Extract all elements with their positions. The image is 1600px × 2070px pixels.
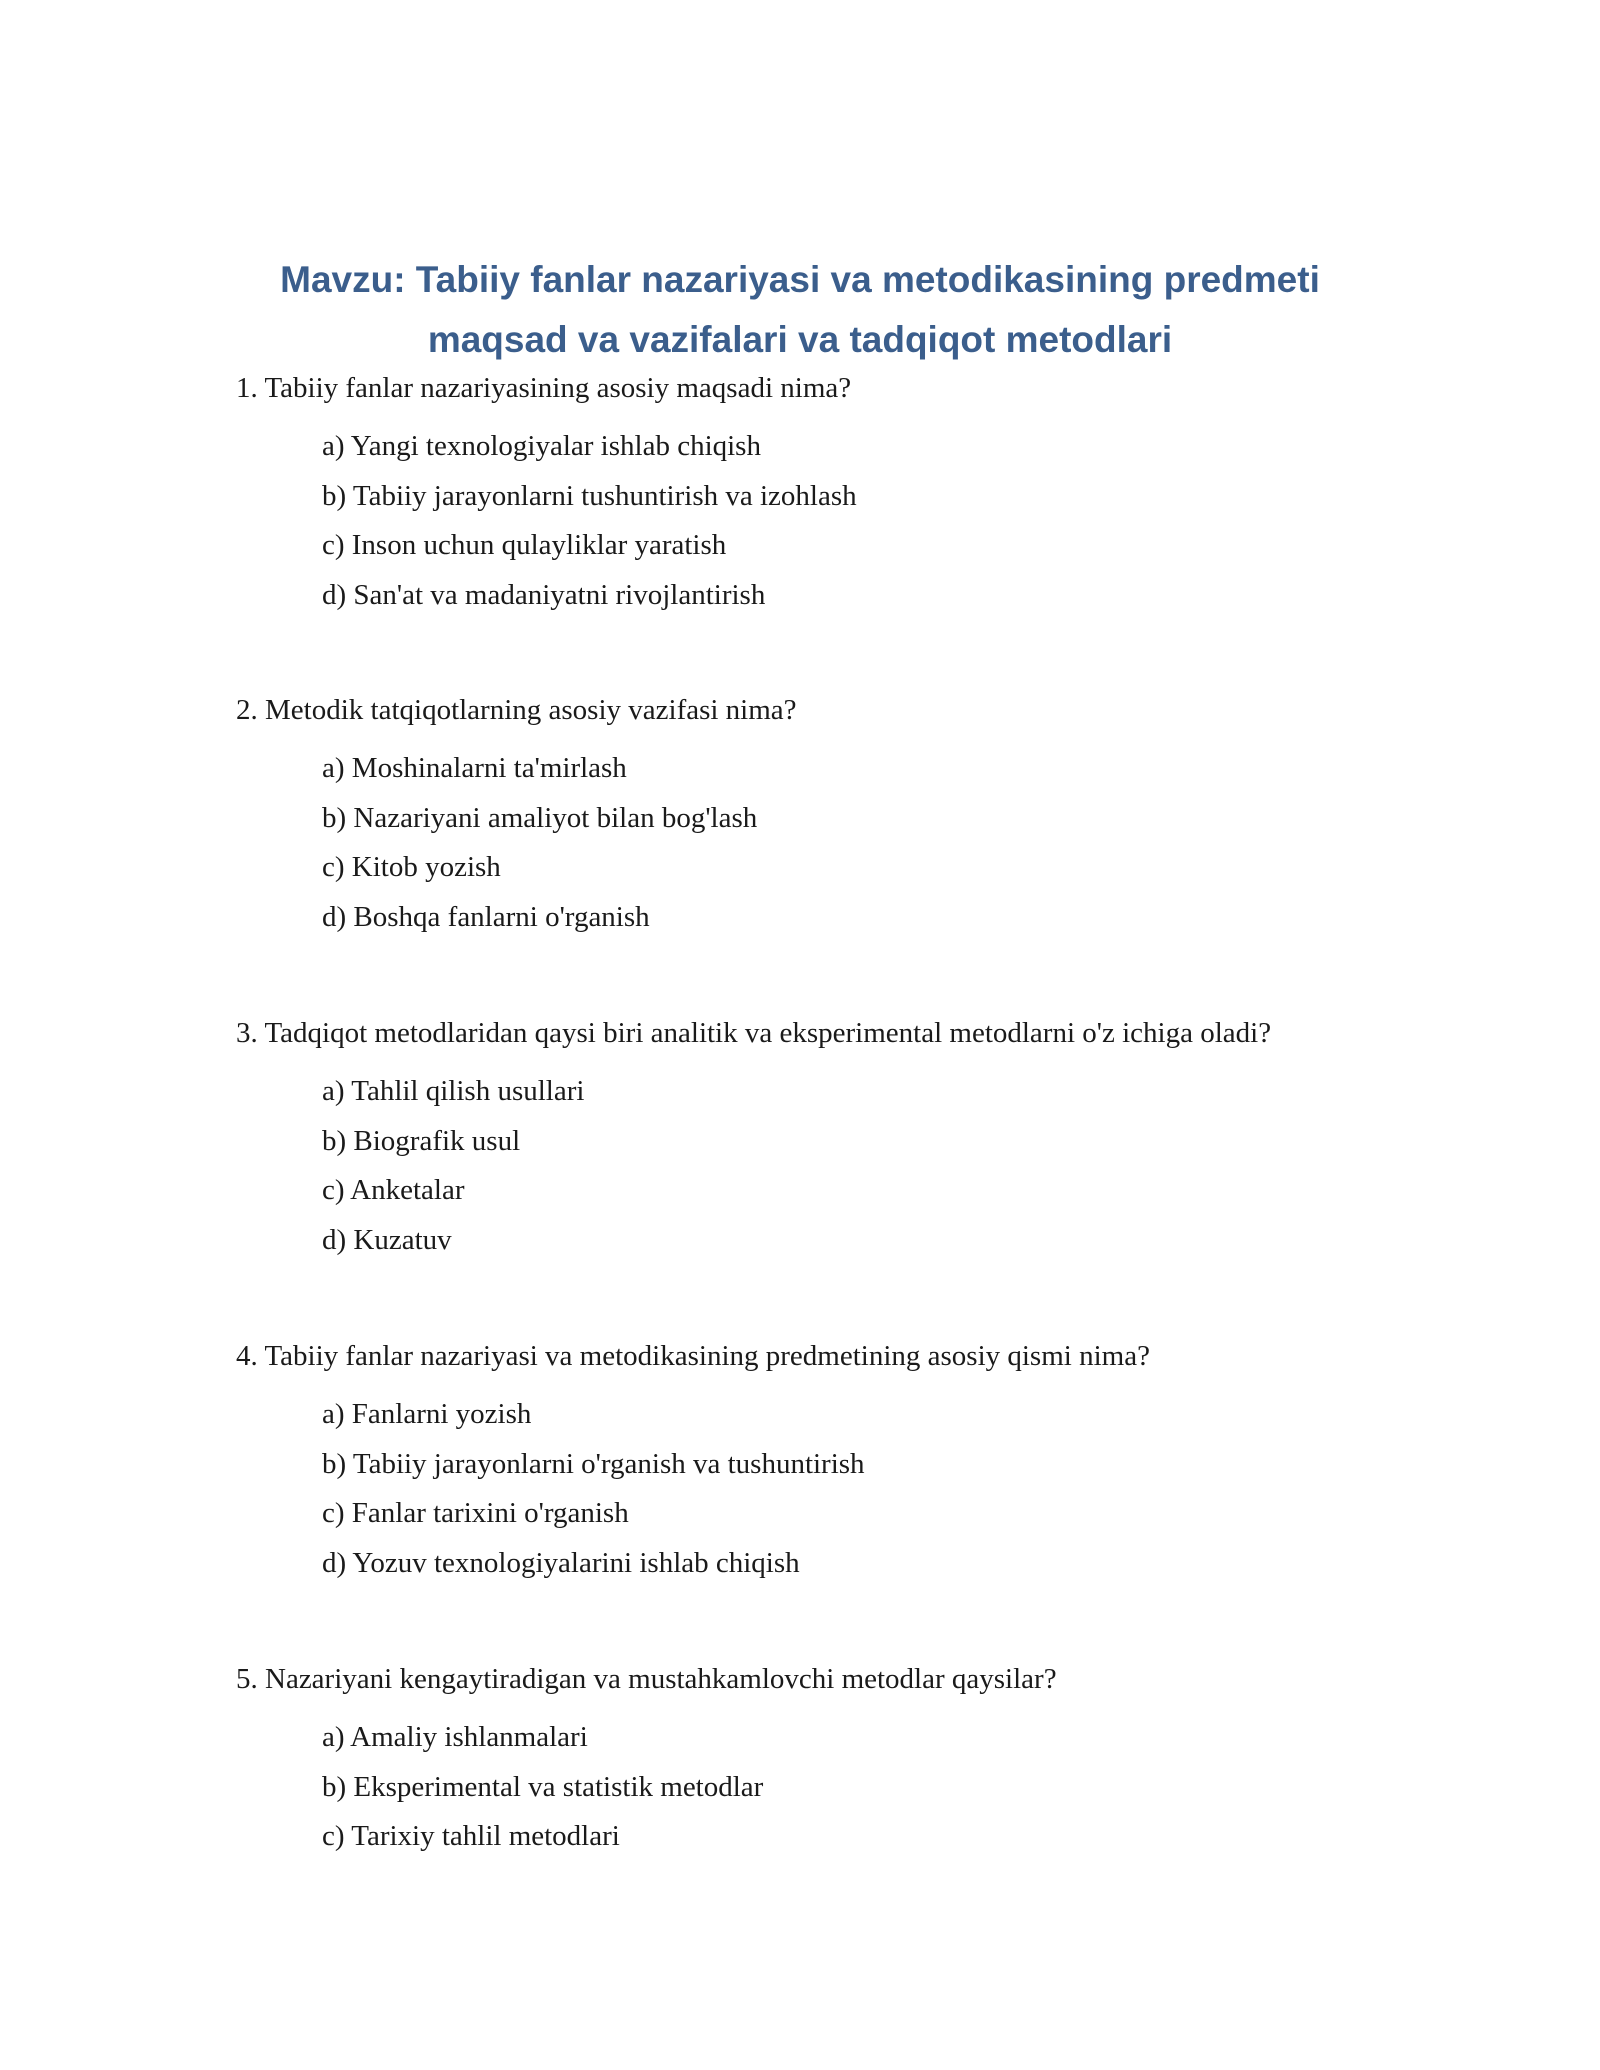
option-d: d) Kuzatuv bbox=[322, 1223, 452, 1256]
option-b: b) Eksperimental va statistik metodlar bbox=[322, 1770, 764, 1803]
option-c: c) Inson uchun qulayliklar yaratish bbox=[322, 529, 727, 561]
question-text: 2. Metodik tatqiqotlarning asosiy vazifasi nima? bbox=[236, 694, 797, 726]
option-b: b) Nazariyani amaliyot bilan bog'lash bbox=[322, 801, 758, 834]
question-1 bbox=[236, 370, 1536, 620]
option-a: a) Moshinalarni ta'mirlash bbox=[322, 752, 627, 784]
option-c: c) Fanlar tarixini o'rganish bbox=[322, 1497, 629, 1529]
question-3 bbox=[236, 1015, 1536, 1265]
question-text: 1. Tabiiy fanlar nazariyasining asosiy maqsadi nima? bbox=[236, 372, 852, 404]
question-2 bbox=[236, 692, 1536, 942]
option-d: d) San'at va madaniyatni rivojlantirish bbox=[322, 578, 766, 611]
question-text: 3. Tadqiqot metodlaridan qaysi biri analitik va eksperimental metodlarni o'z ichiga oladi? bbox=[236, 1017, 1272, 1049]
title-line-1: Mavzu: Tabiiy fanlar nazariyasi va metodikasining predmeti bbox=[280, 259, 1320, 300]
option-a: a) Amaliy ishlanmalari bbox=[322, 1721, 588, 1753]
question-text: 4. Tabiiy fanlar nazariyasi va metodikasining predmetining asosiy qismi nima? bbox=[236, 1340, 1150, 1372]
title-line-2: maqsad va vazifalari va tadqiqot metodlari bbox=[427, 319, 1173, 360]
option-b: b) Tabiiy jarayonlarni tushuntirish va izohlash bbox=[322, 479, 857, 512]
options-list bbox=[236, 1713, 1536, 1862]
option-c: c) Anketalar bbox=[322, 1174, 465, 1206]
option-a: a) Yangi texnologiyalar ishlab chiqish bbox=[322, 430, 761, 462]
option-c: c) Tarixiy tahlil metodlari bbox=[322, 1820, 620, 1852]
option-b: b) Tabiiy jarayonlarni o'rganish va tushuntirish bbox=[322, 1447, 865, 1480]
option-c: c) Kitob yozish bbox=[322, 851, 501, 883]
option-a: a) Tahlil qilish usullari bbox=[322, 1075, 585, 1107]
options-list bbox=[236, 1067, 1536, 1265]
options-list bbox=[236, 1390, 1536, 1588]
options-list bbox=[236, 744, 1536, 942]
option-d: d) Boshqa fanlarni o'rganish bbox=[322, 900, 650, 933]
option-b: b) Biografik usul bbox=[322, 1124, 521, 1157]
document-title bbox=[0, 250, 1600, 370]
options-list bbox=[236, 422, 1536, 620]
option-a: a) Fanlarni yozish bbox=[322, 1398, 532, 1430]
question-5 bbox=[236, 1661, 1536, 1862]
option-d: d) Yozuv texnologiyalarini ishlab chiqish bbox=[322, 1546, 800, 1579]
question-text: 5. Nazariyani kengaytiradigan va mustahkamlovchi metodlar qaysilar? bbox=[236, 1663, 1057, 1695]
question-4 bbox=[236, 1338, 1536, 1588]
